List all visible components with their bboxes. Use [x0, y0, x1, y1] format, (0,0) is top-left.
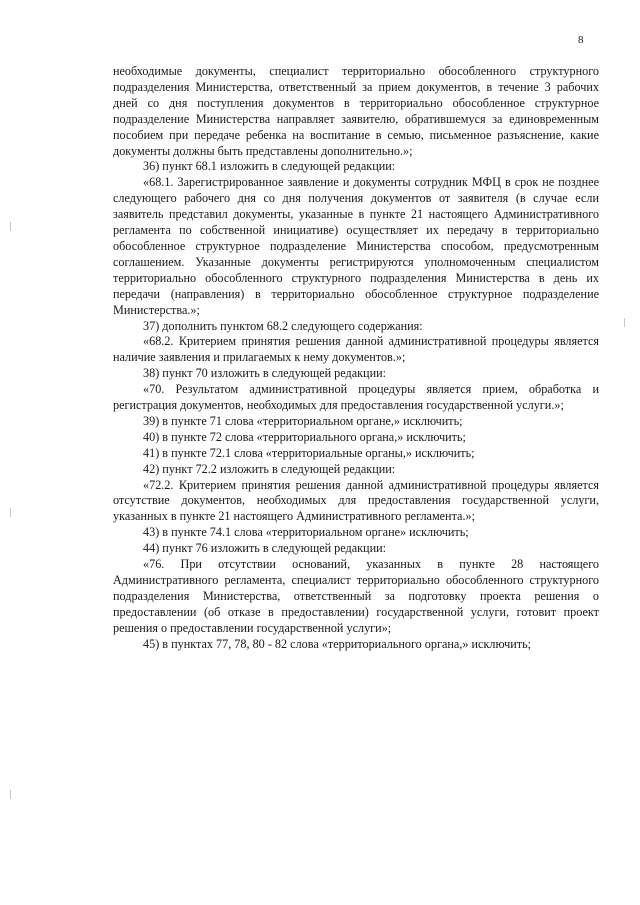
item-38: 38) пункт 70 изложить в следующей редакции:: [143, 366, 387, 381]
scan-mark: [10, 222, 11, 231]
quote-68-1: «68.1. Зарегистрированное заявление и документы сотрудник МФЦ в срок не позднее следующего рабочего дня со дня получения документов от заявителя (в случае если заявитель представил документы, указанные в пункте 21 настоящего Административного регламента по собственной инициативе) осуществляет их передачу в территориально обособленное структурное подразделение Министерства способом, предусмотренным соглашением. Указанные документы регистрируются уполномоченным специалистом территориально обособленного структурного подразделения Министерства в день их передачи (направления) в территориально обособленное структурное подразделение Министерства.»;: [113, 175, 599, 317]
quote-76: «76. При отсутствии оснований, указанных в пункте 28 настоящего Административного регламента, специалист территориально обособленного структурного подразделения Министерства, ответственный за подготовку проекта решения о предоставлении (об отказе в предоставлении) государственной услуги, готовит проект решения о предоставлении государственной услуги»;: [113, 557, 599, 635]
item-36: 36) пункт 68.1 изложить в следующей редакции:: [143, 159, 396, 174]
item-43: 43) в пункте 74.1 слова «территориальном органе» исключить;: [143, 525, 469, 540]
item-40: 40) в пункте 72 слова «территориального органа,» исключить;: [143, 429, 466, 444]
scan-mark: [10, 508, 11, 517]
quote-68-2: «68.2. Критерием принятия решения данной административной процедуры является наличие заявления и прилагаемых к нему документов.»;: [113, 334, 599, 365]
scan-mark: [624, 318, 625, 327]
item-37: 37) дополнить пунктом 68.2 следующего содержания:: [143, 318, 423, 333]
page-number: 8: [578, 34, 584, 46]
item-41: 41) в пункте 72.1 слова «территориальные органы,» исключить;: [143, 445, 475, 460]
quote-70: «70. Результатом административной процедуры является прием, обработка и регистрация документов, необходимых для предоставления государственной услуги.»;: [113, 382, 599, 413]
paragraph-continuation: необходимые документы, специалист территориально обособленного структурного подразделения Министерства, ответственный за прием документов, в течение 3 рабочих дней со дня поступления документов в территориально обособленное структурное подразделение Министерства направляет заявителю, обратившемуся за единовременным пособием при передаче ребенка на воспитание в семью, письменное разъяснение, какие документы должны быть представлены дополнительно.»;: [113, 64, 599, 158]
item-42: 42) пункт 72.2 изложить в следующей редакции:: [143, 461, 396, 476]
item-45: 45) в пунктах 77, 78, 80 - 82 слова «территориального органа,» исключить;: [143, 636, 532, 651]
item-39: 39) в пункте 71 слова «территориальном органе,» исключить;: [143, 413, 463, 428]
scan-mark: [10, 790, 11, 799]
document-body: [113, 64, 599, 653]
item-44: 44) пункт 76 изложить в следующей редакции:: [143, 541, 387, 556]
quote-72-2: «72.2. Критерием принятия решения данной административной процедуры является отсутствие документов, необходимых для предоставления государственной услуги, указанных в пункте 21 настоящего Административного регламента.»;: [113, 477, 599, 524]
